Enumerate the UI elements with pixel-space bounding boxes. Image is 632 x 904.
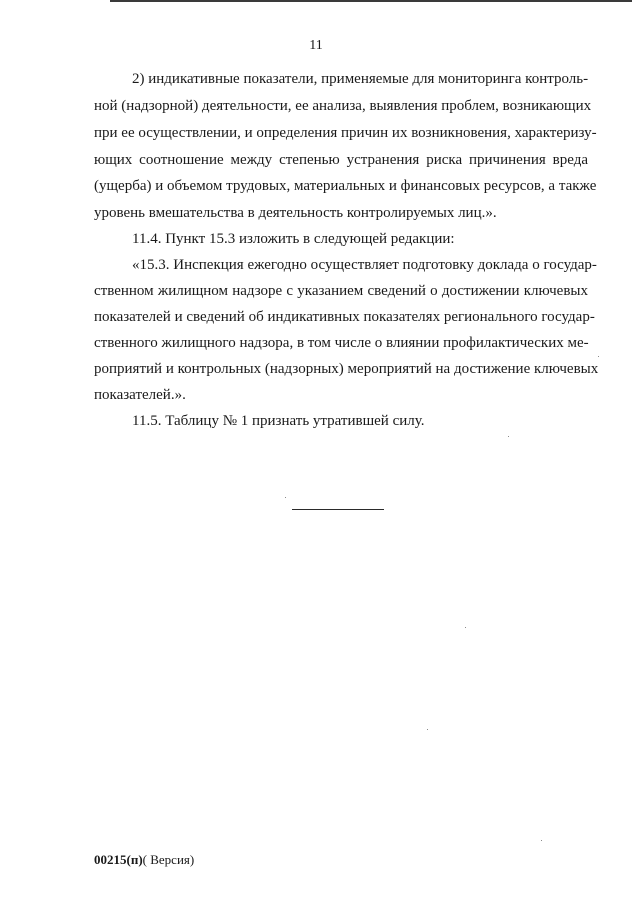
paragraph-4-line-1: 11.5. Таблицу № 1 признать утратившей силу. [132, 413, 425, 429]
paragraph-2-line-1: 11.4. Пункт 15.3 изложить в следующей редакции: [132, 231, 455, 247]
paragraph-3-line-3: показателей и сведений об индикативных показателях регионального государ- [94, 309, 595, 325]
scan-speck [427, 729, 428, 730]
paragraph-1-line-5: (ущерба) и объемом трудовых, материальных и финансовых ресурсов, а также [94, 178, 597, 194]
scan-speck [541, 840, 542, 841]
paragraph-1-line-4: ющих соотношение между степенью устранения риска причинения вреда [94, 152, 588, 168]
footer-version: ( Версия) [142, 852, 195, 867]
footer-code: 00215(п) [94, 852, 143, 867]
paragraph-1-line-2: ной (надзорной) деятельности, ее анализа, выявления проблем, возникающих [94, 98, 592, 114]
scan-speck [508, 436, 509, 437]
paragraph-1-line-6: уровень вмешательства в деятельность контролируемых лиц.». [94, 205, 497, 221]
paragraph-3-line-4: ственного жилищного надзора, в том числе о влиянии профилактических ме- [94, 335, 589, 351]
page-number: 11 [309, 38, 323, 53]
paragraph-3-line-2: ственном жилищном надзоре с указанием сведений о достижении ключевых [94, 283, 588, 299]
paragraph-1-line-3: при ее осуществлении, и определения причин их возникновения, характеризу- [94, 125, 597, 141]
scan-speck [465, 627, 466, 628]
footer-document-code [94, 852, 194, 868]
scan-speck [598, 356, 599, 357]
top-border [110, 0, 632, 2]
paragraph-3-line-6: показателей.». [94, 387, 186, 403]
end-separator-line [292, 509, 384, 510]
paragraph-3-line-1: «15.3. Инспекция ежегодно осуществляет подготовку доклада о государ- [132, 257, 597, 273]
paragraph-1-line-1: 2) индикативные показатели, применяемые для мониторинга контроль- [132, 71, 589, 87]
paragraph-3-line-5: роприятий и контрольных (надзорных) мероприятий на достижение ключевых [94, 361, 599, 377]
scan-speck [285, 497, 286, 498]
